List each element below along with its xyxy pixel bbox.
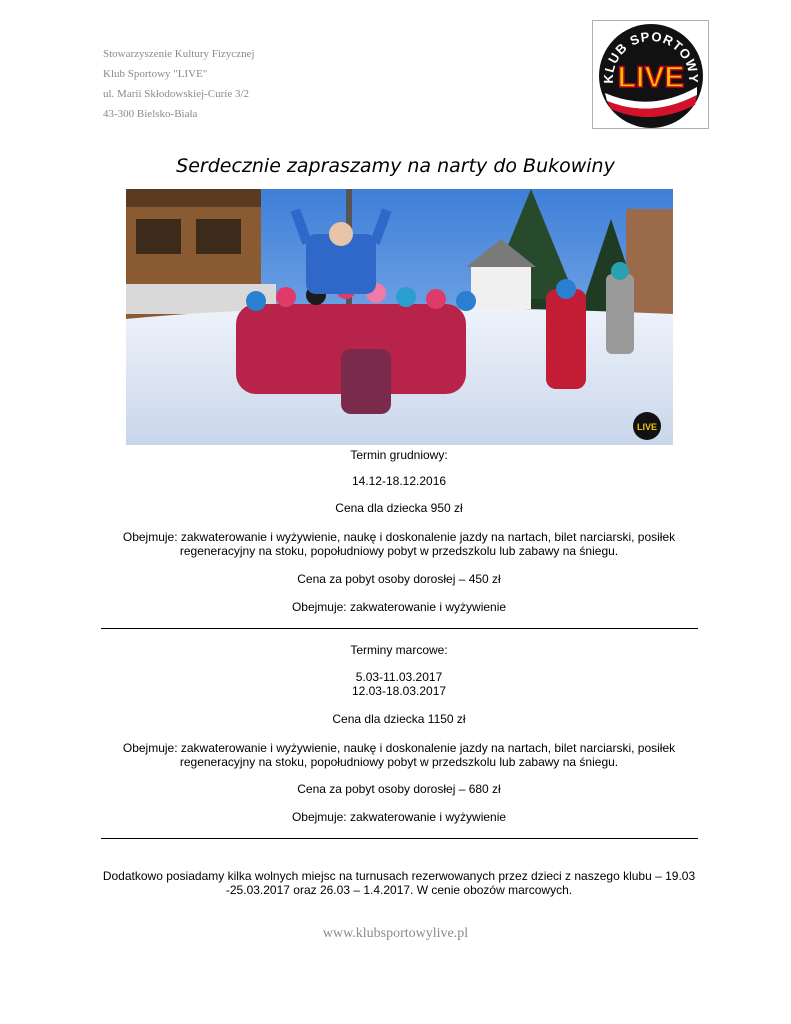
address-line: Stowarzyszenie Kultury Fizycznej (103, 48, 255, 60)
section-divider (101, 838, 698, 839)
ski-group-photo (126, 189, 673, 445)
logo-main-text: LIVE (617, 61, 685, 94)
march-dates (100, 670, 698, 698)
march-adult-includes: Obejmuje: zakwaterowanie i wyżywienie (291, 810, 507, 824)
photo-watermark (633, 412, 661, 440)
address-line: 43-300 Bielsko-Biała (103, 108, 198, 120)
december-child-includes: Obejmuje: zakwaterowanie i wyżywienie, naukę i doskonalenie jazdy na nartach, bilet narciarski, posiłek regeneracyjny na stoku, popołudniowy pobyt w przedszkolu lub zabawy na śniegu. (122, 530, 676, 558)
december-heading: Termin grudniowy: (350, 448, 448, 462)
address-line: Klub Sportowy "LIVE" (103, 68, 208, 80)
march-heading: Terminy marcowe: (350, 643, 448, 657)
march-child-includes: Obejmuje: zakwaterowanie i wyżywienie, naukę i doskonalenie jazdy na nartach, bilet narciarski, posiłek regeneracyjny na stoku, popołudniowy pobyt w przedszkolu lub zabawy na śniegu. (122, 741, 676, 769)
logo-top-text: KLUB SPORTOWY (600, 28, 702, 84)
march-adult-price: Cena za pobyt osoby dorosłej – 680 zł (297, 782, 501, 796)
december-adult-price: Cena za pobyt osoby dorosłej – 450 zł (297, 572, 501, 586)
website-link[interactable]: www.klubsportowylive.pl (322, 926, 469, 941)
extra-info: Dodatkowo posiadamy kilka wolnych miejsc na turnusach rezerwowanych przez dzieci z naszego klubu – 19.03 -25.03.2017 oraz 26.03 – 1.4.2017. W cenie obozów marcowych. (102, 869, 696, 897)
svg-text:LIVE: LIVE (636, 422, 658, 432)
march-date: 12.03-18.03.2017 (351, 684, 447, 698)
organization-address (103, 44, 403, 124)
december-child-price: Cena dla dziecka 950 zł (335, 501, 463, 515)
club-logo (592, 20, 709, 129)
march-date: 5.03-11.03.2017 (355, 670, 443, 684)
section-divider (101, 628, 698, 629)
page-title: Serdecznie zapraszamy na narty do Bukowiny (176, 155, 615, 177)
address-line: ul. Marii Skłodowskiej-Curie 3/2 (103, 88, 250, 100)
december-dates: 14.12-18.12.2016 (351, 474, 447, 488)
december-adult-includes: Obejmuje: zakwaterowanie i wyżywienie (291, 600, 507, 614)
march-child-price: Cena dla dziecka 1150 zł (332, 712, 466, 726)
